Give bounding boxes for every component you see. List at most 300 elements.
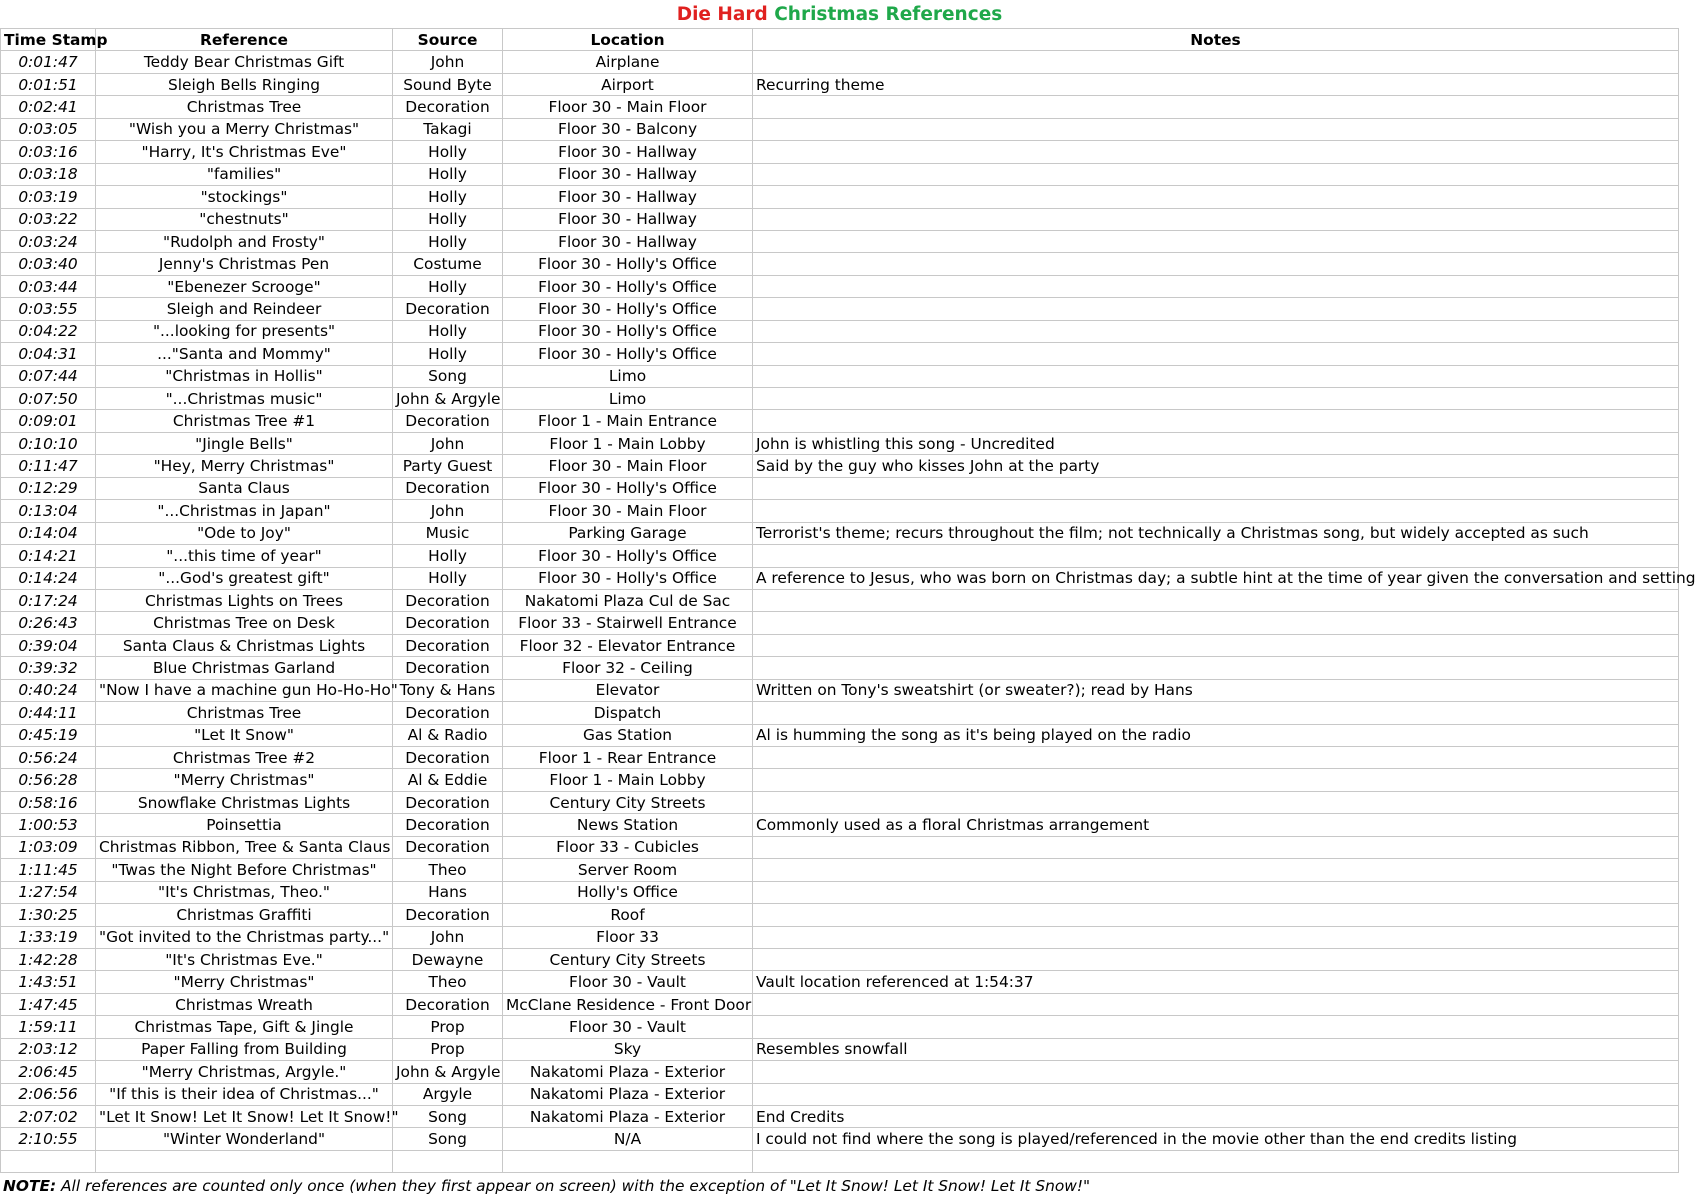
cell-notes[interactable] [753,96,1679,118]
cell-source[interactable]: Party Guest [393,455,503,477]
cell-reference[interactable]: Christmas Wreath [96,993,393,1015]
cell-time-stamp[interactable]: 0:03:24 [1,230,96,252]
table-row [1,410,1679,432]
cell-time-stamp[interactable]: 2:06:56 [1,1083,96,1105]
cell-source[interactable]: Decoration [393,634,503,656]
table-row [1,320,1679,342]
cell-time-stamp[interactable]: 1:11:45 [1,859,96,881]
cell-time-stamp[interactable]: 0:39:32 [1,657,96,679]
cell-reference[interactable]: Christmas Tree [96,96,393,118]
cell-notes[interactable] [753,1016,1679,1038]
cell-notes[interactable] [753,545,1679,567]
cell-notes[interactable] [753,881,1679,903]
empty-cell[interactable] [753,1150,1679,1172]
table-row [1,904,1679,926]
cell-reference[interactable]: Christmas Tree #2 [96,747,393,769]
table-row [1,73,1679,95]
cell-time-stamp[interactable]: 0:07:50 [1,388,96,410]
cell-location[interactable]: Nakatomi Plaza - Exterior [503,1061,753,1083]
cell-reference[interactable]: Christmas Tree on Desk [96,612,393,634]
cell-notes[interactable]: John is whistling this song - Uncredited [753,432,1679,454]
cell-location[interactable]: Floor 30 - Holly's Office [503,545,753,567]
header-reference[interactable]: Reference [96,29,393,51]
cell-time-stamp[interactable]: 0:56:24 [1,747,96,769]
cell-source[interactable]: Theo [393,859,503,881]
cell-notes[interactable]: Vault location referenced at 1:54:37 [753,971,1679,993]
cell-notes[interactable]: Recurring theme [753,73,1679,95]
cell-reference[interactable]: Sleigh Bells Ringing [96,73,393,95]
cell-time-stamp[interactable]: 0:14:24 [1,567,96,589]
table-row [1,859,1679,881]
cell-source[interactable]: Takagi [393,118,503,140]
cell-location[interactable]: Limo [503,365,753,387]
cell-source[interactable]: Holly [393,567,503,589]
cell-location[interactable]: Floor 30 - Hallway [503,163,753,185]
cell-time-stamp[interactable]: 0:03:44 [1,275,96,297]
table-row [1,365,1679,387]
cell-location[interactable]: Century City Streets [503,791,753,813]
cell-time-stamp[interactable]: 0:58:16 [1,791,96,813]
cell-location[interactable]: Floor 30 - Holly's Office [503,298,753,320]
cell-location[interactable]: Floor 30 - Holly's Office [503,275,753,297]
cell-location[interactable]: Nakatomi Plaza - Exterior [503,1106,753,1128]
cell-notes[interactable] [753,904,1679,926]
cell-reference[interactable]: "Rudolph and Frosty" [96,230,393,252]
table-row [1,455,1679,477]
cell-source[interactable]: Decoration [393,747,503,769]
cell-reference[interactable]: Blue Christmas Garland [96,657,393,679]
empty-row [1,1150,1679,1172]
cell-source[interactable]: Holly [393,320,503,342]
table-row [1,1106,1679,1128]
cell-notes[interactable] [753,186,1679,208]
cell-source[interactable]: Holly [393,186,503,208]
table-row [1,477,1679,499]
table-row [1,208,1679,230]
cell-location[interactable]: Sky [503,1038,753,1060]
table-row [1,814,1679,836]
cell-location[interactable]: Floor 30 - Holly's Office [503,567,753,589]
cell-source[interactable]: Holly [393,141,503,163]
cell-notes[interactable]: Written on Tony's sweatshirt (or sweater?); read by Hans [753,679,1679,701]
cell-time-stamp[interactable]: 0:01:47 [1,51,96,73]
cell-source[interactable]: Dewayne [393,948,503,970]
cell-notes[interactable]: End Credits [753,1106,1679,1128]
cell-reference[interactable]: "Merry Christmas" [96,971,393,993]
cell-source[interactable]: Decoration [393,96,503,118]
cell-reference[interactable]: "...looking for presents" [96,320,393,342]
cell-source[interactable]: Holly [393,208,503,230]
table-row [1,186,1679,208]
cell-time-stamp[interactable]: 0:03:05 [1,118,96,140]
cell-time-stamp[interactable]: 0:03:19 [1,186,96,208]
cell-source[interactable]: Prop [393,1016,503,1038]
cell-time-stamp[interactable]: 0:03:16 [1,141,96,163]
cell-time-stamp[interactable]: 2:06:45 [1,1061,96,1083]
cell-notes[interactable] [753,612,1679,634]
cell-notes[interactable] [753,702,1679,724]
cell-source[interactable]: Decoration [393,589,503,611]
cell-reference[interactable]: Christmas Tree #1 [96,410,393,432]
cell-location[interactable]: Floor 30 - Hallway [503,141,753,163]
cell-time-stamp[interactable]: 0:26:43 [1,612,96,634]
table-row [1,432,1679,454]
cell-source[interactable]: Holly [393,163,503,185]
cell-notes[interactable]: Resembles snowfall [753,1038,1679,1060]
table-row [1,163,1679,185]
cell-source[interactable]: John & Argyle [393,1061,503,1083]
cell-time-stamp[interactable]: 0:44:11 [1,702,96,724]
cell-source[interactable]: Song [393,1106,503,1128]
cell-notes[interactable] [753,948,1679,970]
cell-location[interactable]: Floor 33 - Stairwell Entrance [503,612,753,634]
cell-reference[interactable]: "Ode to Joy" [96,522,393,544]
empty-cell[interactable] [393,1150,503,1172]
footnote-label: NOTE: [3,1177,57,1195]
cell-source[interactable]: Costume [393,253,503,275]
cell-source[interactable]: John [393,51,503,73]
table-row [1,769,1679,791]
table-row [1,747,1679,769]
cell-notes[interactable]: Al is humming the song as it's being played on the radio [753,724,1679,746]
cell-source[interactable]: Al & Eddie [393,769,503,791]
cell-source[interactable]: Music [393,522,503,544]
cell-notes[interactable] [753,208,1679,230]
header-notes[interactable]: Notes [753,29,1679,51]
cell-source[interactable]: Decoration [393,836,503,858]
empty-cell[interactable] [1,1150,96,1172]
cell-reference[interactable]: "...Christmas in Japan" [96,500,393,522]
cell-location[interactable]: Floor 30 - Main Floor [503,455,753,477]
cell-reference[interactable]: "Got invited to the Christmas party..." [96,926,393,948]
cell-reference[interactable]: "stockings" [96,186,393,208]
cell-location[interactable]: Floor 30 - Holly's Office [503,320,753,342]
cell-time-stamp[interactable]: 1:30:25 [1,904,96,926]
footnote [3,1177,1090,1195]
cell-location[interactable]: Floor 1 - Main Lobby [503,432,753,454]
cell-location[interactable]: Floor 30 - Main Floor [503,500,753,522]
cell-notes[interactable] [753,926,1679,948]
cell-time-stamp[interactable]: 0:11:47 [1,455,96,477]
cell-reference[interactable]: "Wish you a Merry Christmas" [96,118,393,140]
cell-notes[interactable] [753,477,1679,499]
cell-location[interactable]: Floor 1 - Main Entrance [503,410,753,432]
table-row [1,971,1679,993]
cell-source[interactable]: John [393,926,503,948]
cell-location[interactable]: Floor 33 [503,926,753,948]
cell-location[interactable]: Roof [503,904,753,926]
cell-reference[interactable]: Christmas Tape, Gift & Jingle [96,1016,393,1038]
cell-reference[interactable]: "chestnuts" [96,208,393,230]
cell-source[interactable]: Decoration [393,298,503,320]
cell-notes[interactable]: Said by the guy who kisses John at the party [753,455,1679,477]
cell-reference[interactable]: "Christmas in Hollis" [96,365,393,387]
cell-reference[interactable]: "It's Christmas Eve." [96,948,393,970]
cell-reference[interactable]: Snowflake Christmas Lights [96,791,393,813]
table-row [1,96,1679,118]
cell-notes[interactable] [753,1061,1679,1083]
cell-notes[interactable] [753,859,1679,881]
cell-source[interactable]: Holly [393,343,503,365]
cell-reference[interactable]: "Merry Christmas" [96,769,393,791]
cell-time-stamp[interactable]: 1:33:19 [1,926,96,948]
cell-reference[interactable]: Christmas Tree [96,702,393,724]
cell-time-stamp[interactable]: 1:43:51 [1,971,96,993]
cell-source[interactable]: Decoration [393,904,503,926]
cell-time-stamp[interactable]: 0:09:01 [1,410,96,432]
cell-location[interactable]: Nakatomi Plaza Cul de Sac [503,589,753,611]
cell-notes[interactable] [753,993,1679,1015]
header-source[interactable]: Source [393,29,503,51]
cell-time-stamp[interactable]: 0:12:29 [1,477,96,499]
cell-time-stamp[interactable]: 0:13:04 [1,500,96,522]
cell-notes[interactable] [753,365,1679,387]
header-time-stamp[interactable]: Time Stamp [1,29,96,51]
cell-time-stamp[interactable]: 0:17:24 [1,589,96,611]
cell-notes[interactable] [753,343,1679,365]
cell-reference[interactable]: "Let It Snow" [96,724,393,746]
cell-reference[interactable]: "It's Christmas, Theo." [96,881,393,903]
cell-reference[interactable]: "Winter Wonderland" [96,1128,393,1150]
cell-notes[interactable] [753,275,1679,297]
table-row [1,791,1679,813]
cell-notes[interactable] [753,1083,1679,1105]
cell-source[interactable]: Decoration [393,612,503,634]
cell-notes[interactable]: I could not find where the song is played/referenced in the movie other than the end credits listing [753,1128,1679,1150]
cell-notes[interactable] [753,253,1679,275]
cell-source[interactable]: Theo [393,971,503,993]
table-row [1,1016,1679,1038]
table-row [1,836,1679,858]
cell-location[interactable]: Floor 30 - Hallway [503,186,753,208]
cell-time-stamp[interactable]: 0:02:41 [1,96,96,118]
cell-time-stamp[interactable]: 0:39:04 [1,634,96,656]
cell-time-stamp[interactable]: 0:56:28 [1,769,96,791]
cell-reference[interactable]: "Merry Christmas, Argyle." [96,1061,393,1083]
cell-source[interactable]: Hans [393,881,503,903]
cell-time-stamp[interactable]: 1:03:09 [1,836,96,858]
cell-source[interactable]: Song [393,365,503,387]
table-row [1,724,1679,746]
cell-notes[interactable] [753,836,1679,858]
cell-location[interactable]: Airplane [503,51,753,73]
cell-notes[interactable] [753,230,1679,252]
cell-source[interactable]: Prop [393,1038,503,1060]
cell-reference[interactable]: "If this is their idea of Christmas..." [96,1083,393,1105]
cell-notes[interactable]: Commonly used as a floral Christmas arrangement [753,814,1679,836]
cell-time-stamp[interactable]: 0:10:10 [1,432,96,454]
cell-reference[interactable]: "...God's greatest gift" [96,567,393,589]
cell-notes[interactable] [753,791,1679,813]
cell-reference[interactable]: "...this time of year" [96,545,393,567]
cell-source[interactable]: Decoration [393,657,503,679]
cell-location[interactable]: N/A [503,1128,753,1150]
cell-source[interactable]: Tony & Hans [393,679,503,701]
cell-time-stamp[interactable]: 1:00:53 [1,814,96,836]
cell-reference[interactable]: "Twas the Night Before Christmas" [96,859,393,881]
cell-location[interactable]: Limo [503,388,753,410]
table-row [1,1038,1679,1060]
cell-source[interactable]: John [393,500,503,522]
cell-reference[interactable]: Sleigh and Reindeer [96,298,393,320]
cell-notes[interactable] [753,410,1679,432]
cell-reference[interactable]: Teddy Bear Christmas Gift [96,51,393,73]
cell-time-stamp[interactable]: 0:01:51 [1,73,96,95]
cell-location[interactable]: Century City Streets [503,948,753,970]
cell-source[interactable]: Decoration [393,410,503,432]
table-row [1,298,1679,320]
table-row [1,634,1679,656]
table-row [1,612,1679,634]
cell-reference[interactable]: Christmas Lights on Trees [96,589,393,611]
cell-time-stamp[interactable]: 2:07:02 [1,1106,96,1128]
cell-notes[interactable]: A reference to Jesus, who was born on Christmas day; a subtle hint at the time of year given the conversation and setting [753,567,1679,589]
cell-source[interactable]: John [393,432,503,454]
cell-reference[interactable]: "Ebenezer Scrooge" [96,275,393,297]
cell-source[interactable]: Holly [393,230,503,252]
cell-time-stamp[interactable]: 2:10:55 [1,1128,96,1150]
cell-location[interactable]: Parking Garage [503,522,753,544]
cell-notes[interactable] [753,118,1679,140]
cell-source[interactable]: John & Argyle [393,388,503,410]
cell-time-stamp[interactable]: 0:14:21 [1,545,96,567]
table-row [1,926,1679,948]
cell-time-stamp[interactable]: 0:40:24 [1,679,96,701]
table-row [1,388,1679,410]
cell-reference[interactable]: Santa Claus [96,477,393,499]
cell-reference[interactable]: Paper Falling from Building [96,1038,393,1060]
cell-location[interactable]: Floor 32 - Elevator Entrance [503,634,753,656]
cell-time-stamp[interactable]: 1:42:28 [1,948,96,970]
cell-notes[interactable] [753,141,1679,163]
table-row [1,51,1679,73]
cell-location[interactable]: Airport [503,73,753,95]
cell-notes[interactable]: Terrorist's theme; recurs throughout the film; not technically a Christmas song, but widely accepted as such [753,522,1679,544]
cell-reference[interactable]: Christmas Graffiti [96,904,393,926]
table-row [1,230,1679,252]
cell-reference[interactable]: Christmas Ribbon, Tree & Santa Claus [96,836,393,858]
cell-reference[interactable]: Jenny's Christmas Pen [96,253,393,275]
cell-source[interactable]: Sound Byte [393,73,503,95]
cell-reference[interactable]: "Harry, It's Christmas Eve" [96,141,393,163]
table-row [1,702,1679,724]
cell-location[interactable]: Floor 30 - Hallway [503,208,753,230]
cell-notes[interactable] [753,589,1679,611]
sheet-title [0,0,1679,28]
cell-source[interactable]: Argyle [393,1083,503,1105]
cell-location[interactable]: Server Room [503,859,753,881]
cell-notes[interactable] [753,500,1679,522]
cell-location[interactable]: Holly's Office [503,881,753,903]
cell-reference[interactable]: "Hey, Merry Christmas" [96,455,393,477]
cell-reference[interactable]: Poinsettia [96,814,393,836]
cell-location[interactable]: Elevator [503,679,753,701]
table-row [1,522,1679,544]
table-row [1,275,1679,297]
cell-time-stamp[interactable]: 0:03:40 [1,253,96,275]
cell-source[interactable]: Song [393,1128,503,1150]
cell-notes[interactable] [753,769,1679,791]
cell-location[interactable]: Floor 30 - Holly's Office [503,253,753,275]
cell-time-stamp[interactable]: 0:04:22 [1,320,96,342]
cell-notes[interactable] [753,163,1679,185]
cell-location[interactable]: News Station [503,814,753,836]
cell-location[interactable]: Dispatch [503,702,753,724]
cell-location[interactable]: Floor 33 - Cubicles [503,836,753,858]
cell-time-stamp[interactable]: 1:27:54 [1,881,96,903]
cell-time-stamp[interactable]: 0:03:22 [1,208,96,230]
cell-source[interactable]: Holly [393,545,503,567]
cell-reference[interactable]: ..."Santa and Mommy" [96,343,393,365]
cell-reference[interactable]: "Now I have a machine gun Ho-Ho-Ho" [96,679,393,701]
table-body [1,51,1696,1173]
cell-source[interactable]: Al & Radio [393,724,503,746]
table-row [1,993,1679,1015]
cell-location[interactable]: Floor 30 - Main Floor [503,96,753,118]
cell-location[interactable]: Nakatomi Plaza - Exterior [503,1083,753,1105]
cell-notes[interactable] [753,320,1679,342]
cell-location[interactable]: McClane Residence - Front Door [503,993,753,1015]
cell-source[interactable]: Decoration [393,993,503,1015]
cell-location[interactable]: Floor 32 - Ceiling [503,657,753,679]
cell-location[interactable]: Floor 30 - Vault [503,971,753,993]
cell-time-stamp[interactable]: 1:59:11 [1,1016,96,1038]
cell-source[interactable]: Decoration [393,702,503,724]
cell-notes[interactable] [753,747,1679,769]
cell-source[interactable]: Decoration [393,814,503,836]
cell-time-stamp[interactable]: 0:04:31 [1,343,96,365]
cell-reference[interactable]: Santa Claus & Christmas Lights [96,634,393,656]
cell-reference[interactable]: "Let It Snow! Let It Snow! Let It Snow!" [96,1106,393,1128]
table-row [1,881,1679,903]
header-location[interactable]: Location [503,29,753,51]
footnote-text: All references are counted only once (when they first appear on screen) with the exception of "Let It Snow! Let It Snow! Let It Snow!" [56,1177,1091,1195]
cell-reference[interactable]: "...Christmas music" [96,388,393,410]
cell-location[interactable]: Floor 30 - Holly's Office [503,477,753,499]
cell-reference[interactable]: "Jingle Bells" [96,432,393,454]
cell-location[interactable]: Floor 30 - Holly's Office [503,343,753,365]
cell-location[interactable]: Floor 30 - Balcony [503,118,753,140]
cell-source[interactable]: Holly [393,275,503,297]
cell-notes[interactable] [753,634,1679,656]
cell-location[interactable]: Floor 1 - Main Lobby [503,769,753,791]
cell-reference[interactable]: "families" [96,163,393,185]
cell-notes[interactable] [753,657,1679,679]
cell-location[interactable]: Floor 30 - Vault [503,1016,753,1038]
cell-time-stamp[interactable]: 1:47:45 [1,993,96,1015]
cell-notes[interactable] [753,388,1679,410]
cell-time-stamp[interactable]: 0:45:19 [1,724,96,746]
cell-location[interactable]: Floor 30 - Hallway [503,230,753,252]
cell-time-stamp[interactable]: 0:03:18 [1,163,96,185]
cell-notes[interactable] [753,298,1679,320]
cell-source[interactable]: Decoration [393,791,503,813]
table-row [1,545,1679,567]
cell-location[interactable]: Floor 1 - Rear Entrance [503,747,753,769]
cell-time-stamp[interactable]: 2:03:12 [1,1038,96,1060]
cell-location[interactable]: Gas Station [503,724,753,746]
table-row [1,679,1679,701]
empty-cell[interactable] [503,1150,753,1172]
cell-time-stamp[interactable]: 0:03:55 [1,298,96,320]
cell-source[interactable]: Decoration [393,477,503,499]
table-row [1,253,1679,275]
empty-cell[interactable] [96,1150,393,1172]
cell-notes[interactable] [753,51,1679,73]
cell-time-stamp[interactable]: 0:07:44 [1,365,96,387]
cell-time-stamp[interactable]: 0:14:04 [1,522,96,544]
table-row [1,118,1679,140]
